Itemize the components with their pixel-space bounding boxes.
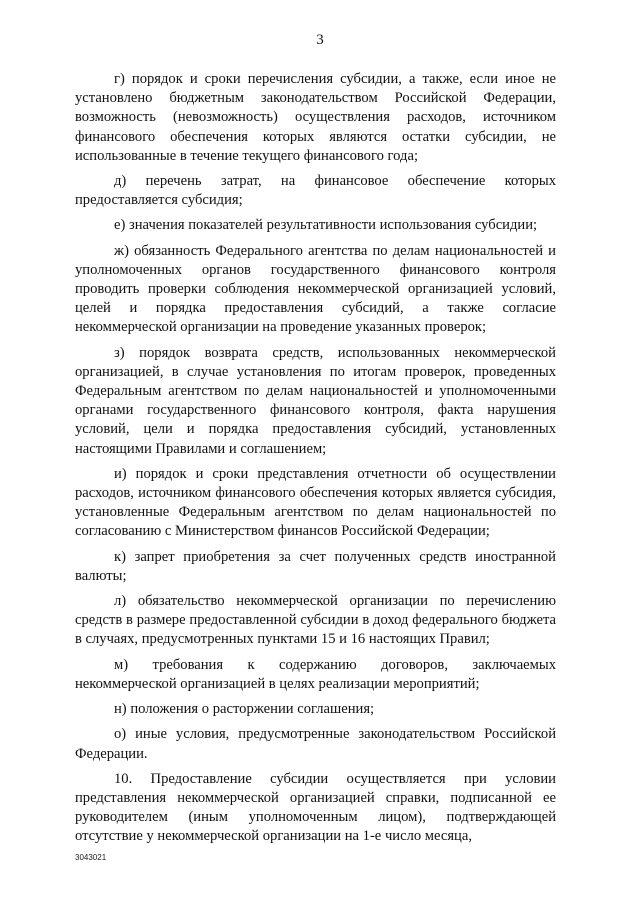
paragraph-i: и) порядок и сроки представления отчетности об осуществлении расходов, источником финансового обеспечения которых является субсидия, установленные Федеральным агентством по делам национальностей по согласованию с Министерством финансов Российской Федерации;: [75, 465, 556, 540]
paragraph-z: з) порядок возврата средств, использованных некоммерческой организацией, в случае установления по итогам проверок, проведенных Федеральным агентством по делам национальностей и уполномоченными органами государственного финансового контроля, факта нарушения условий, цели и порядка предоставления субсидий, установленных настоящими Правилами и соглашением;: [75, 344, 556, 457]
paragraph-k: к) запрет приобретения за счет полученных средств иностранной валюты;: [75, 548, 556, 584]
paragraph-d: д) перечень затрат, на финансовое обеспечение которых предоставляется субсидия;: [75, 173, 556, 209]
paragraph-zh: ж) обязанность Федерального агентства по делам национальностей и уполномоченных органов государственного финансового контроля проводить проверки соблюдения некоммерческой организацией условий, целей и порядка предоставления субсидий, а также согласие некоммерческой организации на проведение указанных проверок;: [75, 242, 556, 336]
paragraph-o: о) иные условия, предусмотренные законодательством Российской Федерации.: [75, 726, 556, 762]
paragraph-e: е) значения показателей результативности использования субсидии;: [114, 217, 538, 234]
document-code: 3043021: [75, 853, 107, 862]
document-body: [75, 70, 556, 853]
paragraph-10: 10. Предоставление субсидии осуществляется при условии представления некоммерческой организацией справки, подписанной ее руководителем (иным уполномоченным лицом), подтверждающей отсутствие у некоммерческой организации на 1-е число месяца,: [75, 770, 556, 845]
paragraph-l: л) обязательство некоммерческой организации по перечислению средств в размере предоставленной субсидии в доход федерального бюджета в случаях, предусмотренных пунктами 15 и 16 настоящих Правил;: [75, 593, 556, 648]
paragraph-n: н) положения о расторжении соглашения;: [114, 701, 375, 718]
paragraph-g: г) порядок и сроки перечисления субсидии, а также, если иное не установлено бюджетным законодательством Российской Федерации, возможность (невозможность) осуществления расходов, источником финансового обеспечения которых являются остатки субсидии, не использованные в течение текущего финансового года;: [75, 71, 556, 164]
paragraph-m: м) требования к содержанию договоров, заключаемых некоммерческой организацией в целях реализации мероприятий;: [75, 656, 556, 692]
page-number: 3: [316, 32, 324, 48]
